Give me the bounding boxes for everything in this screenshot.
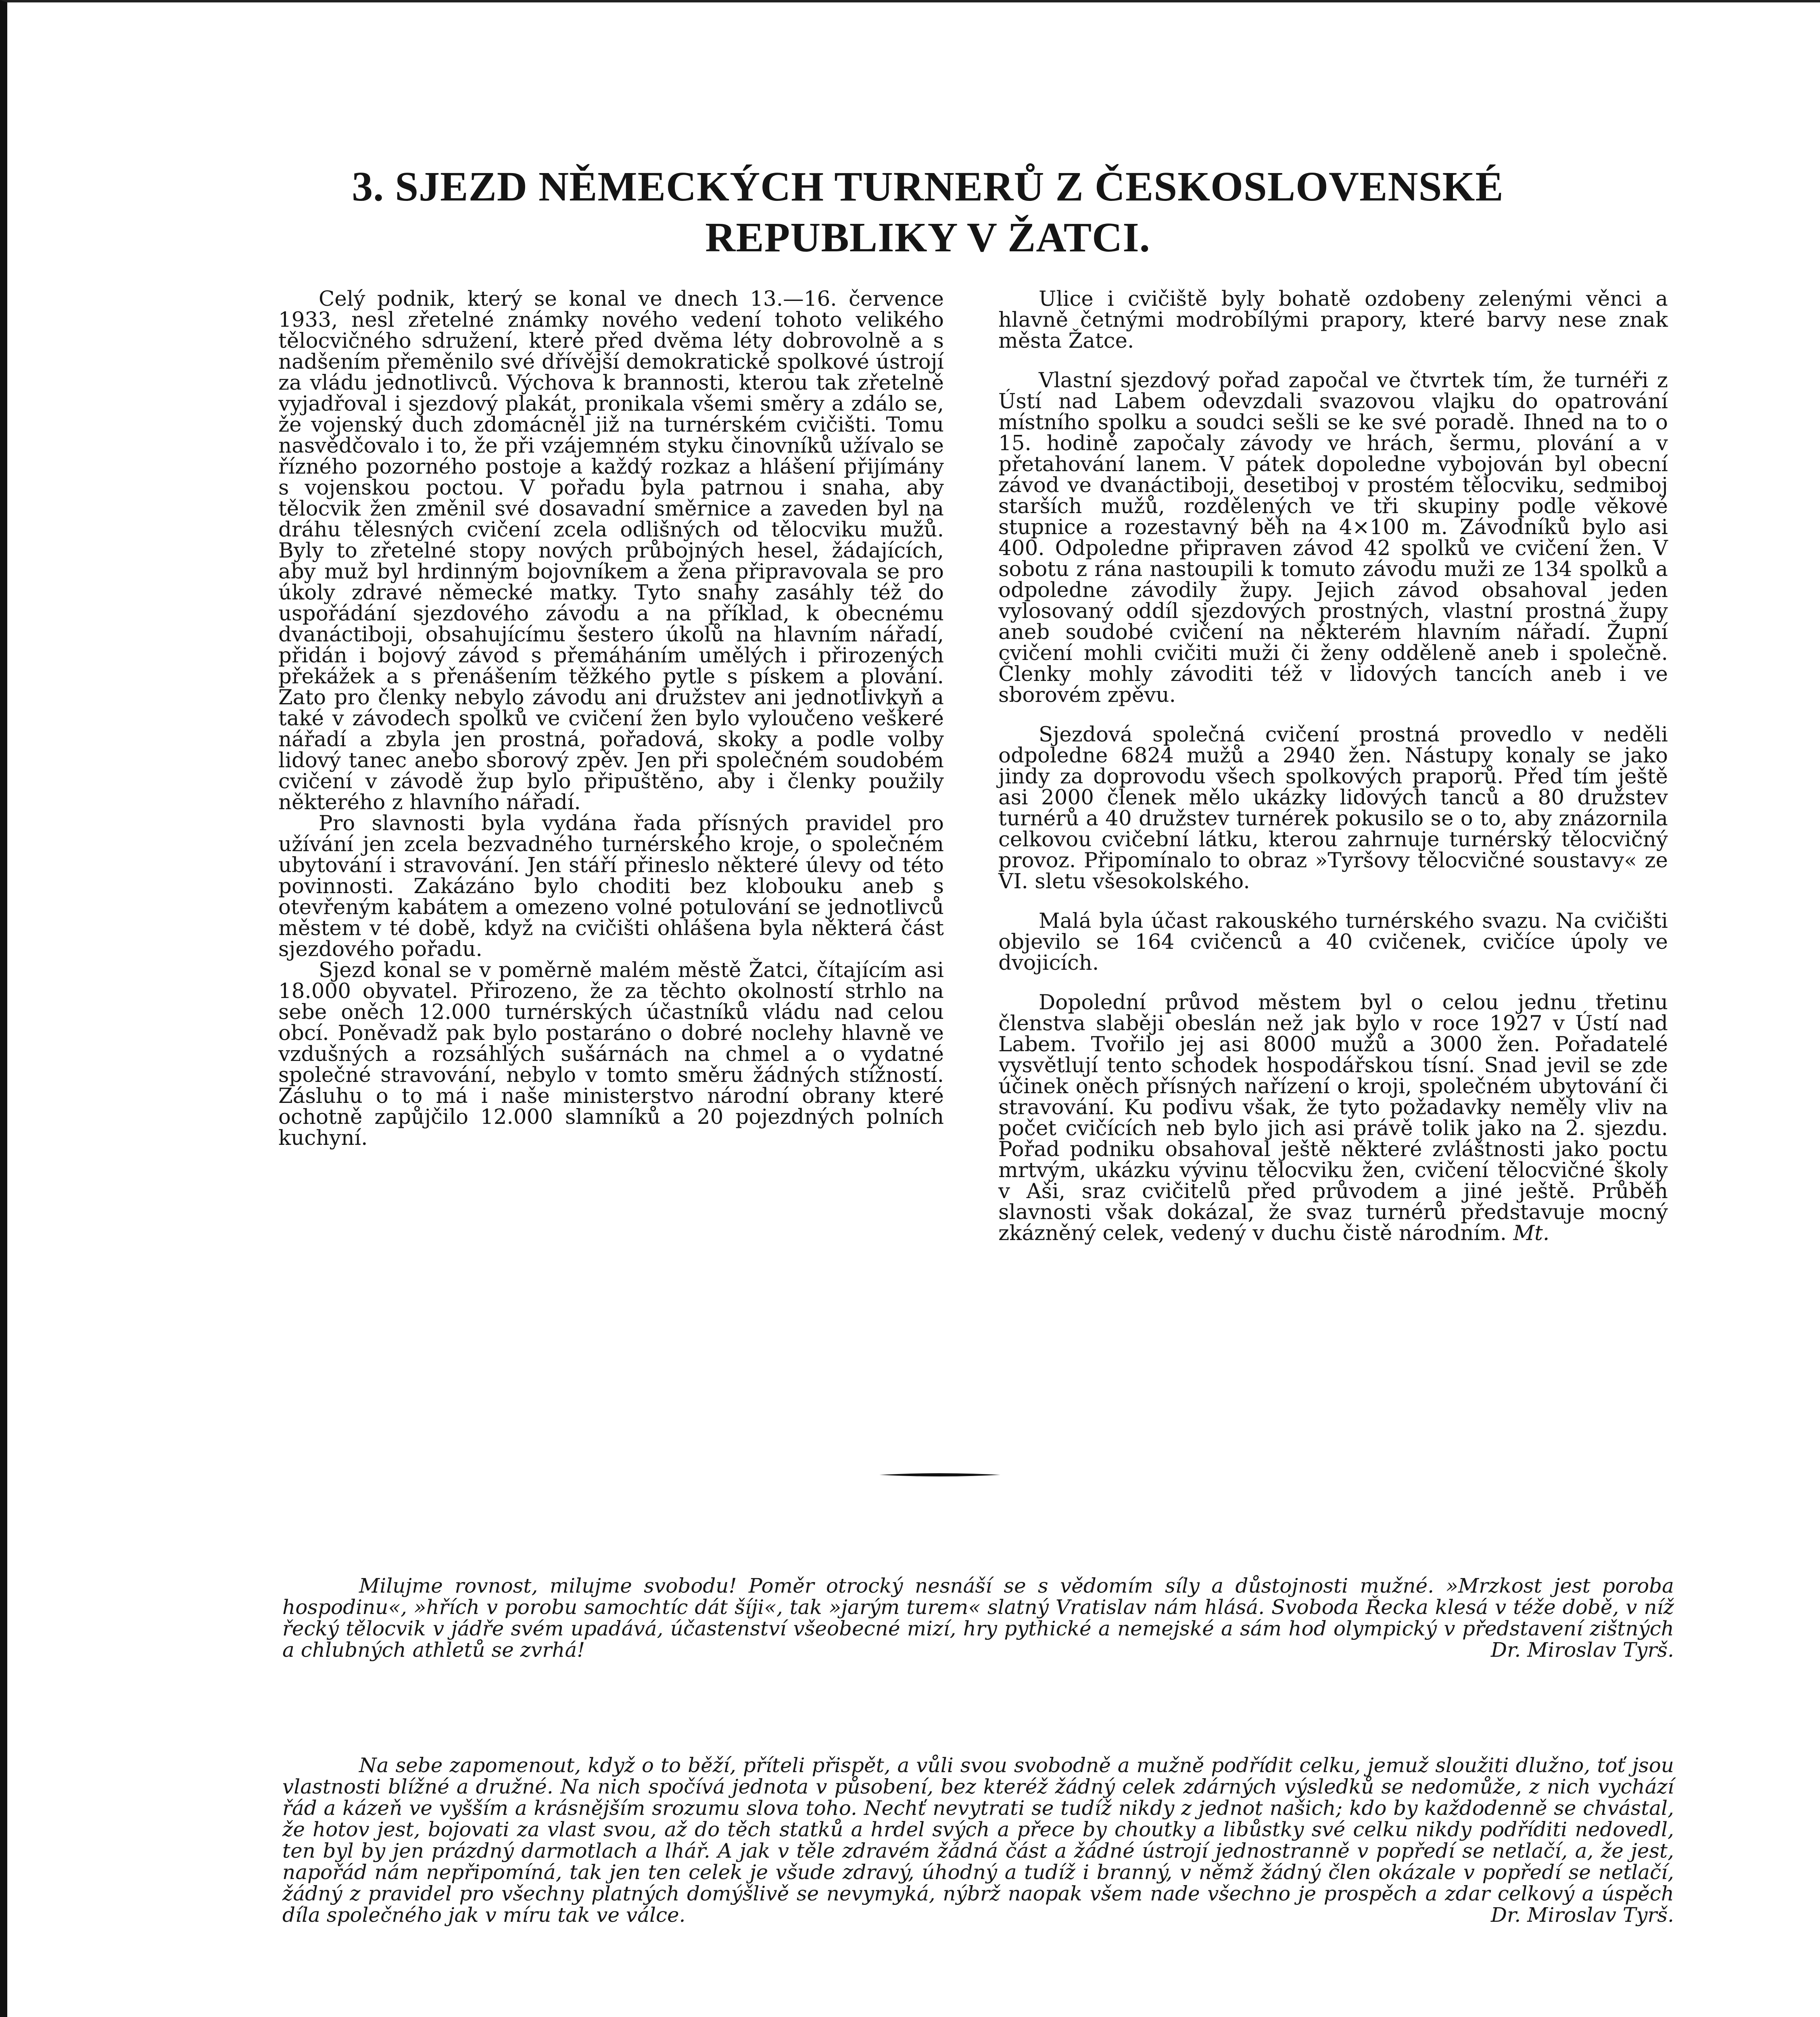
- paragraph: [998, 992, 1668, 1244]
- paragraph: Vlastní sjezdový pořad započal ve čtvrtek tím, že turnéři z Ústí nad Labem odevzdali svazovou vlajku do opatrování místního spolku a soudci sešli se ke své poradě. Ihned na to o 15. hodině započaly závody ve hrách, šermu, plování a v přetahování lanem. V pátek dopoledne vybojován byl obecní závod ve dvanáctiboji, desetiboj v prostém tělocviku, sedmiboj starších mužů, rozdělených ve tři skupiny podle věkové stupnice a rozestavný běh na 4×100 m. Závodníků bylo asi 400. Odpoledne připraven závod 42 spolků ve cvičení žen. V sobotu z rána nastoupili k tomuto závodu muži ze 134 spolků a odpoledne závodily župy. Jejich závod obsahoval jeden vylosovaný oddíl sjezdových prostných, vlastní prostná župy aneb soudobé cvičení na některém hlavním nářadí. Župní cvičení mohli cvičiti muži či ženy odděleně aneb i společně. Členky mohly závoditi též v lidových tancích aneb i ve sborovém zpěvu.: [998, 368, 1668, 707]
- paragraph-text: Dopolední průvod městem byl o celou jednu třetinu členstva slaběji obeslán než jak bylo v roce 1927 v Ústí nad Labem. Tvořilo jej asi 8000 mužů a 3000 žen. Pořadatelé vysvětlují tento schodek hospodářskou tísní. Snad jevil se zde účinek oněch přísných nařízení o kroji, společném ubytování či stravování. Ku podivu však, že tyto požadavky neměly vliv na počet cvičících neb bylo jich asi právě tolik jako na 2. sjezdu. Pořad podniku obsahoval ještě některé zvláštnosti jako poctu mrtvým, ukázku vývinu tělocviku žen, cvičení tělocvičné školy v Aši, sraz cvičitelů před průvodem a jiné ještě. Průběh slavnosti však dokázal, že svaz turnérů představuje mocný zkázněný celek, vedený v duchu čistě národním.: [998, 990, 1668, 1245]
- paragraph: Sjezdová společná cvičení prostná provedlo v neděli odpoledne 6824 mužů a 2940 žen. Nástupy konaly se jako jindy za doprovodu všech spolkových praporů. Před tím ještě asi 2000 členek mělo ukázky lidových tanců a 80 družstev turnérů a 40 družstev turnérek pokusilo se o to, aby znázornila celkovou cvičební látku, kterou zahrnuje turnérský tělocvičný provoz. Připomínalo to obraz »Tyršovy tělocvičné soustavy« ze VI. sletu všesokolského.: [998, 722, 1668, 894]
- paragraph: Ulice i cvičiště byly bohatě ozdobeny zelenými věnci a hlavně četnými modrobílými prapory, které barvy nese znak města Žatce.: [998, 287, 1668, 353]
- quote-author: Dr. Miroslav Tyrš.: [1490, 1638, 1674, 1662]
- article-signature: Mt.: [1513, 1221, 1550, 1245]
- quote-author: Dr. Miroslav Tyrš.: [1490, 1903, 1674, 1927]
- article-title: 3. SJEZD NĚMECKÝCH TURNERŮ Z ČESKOSLOVENSKÉ REPUBLIKY V ŽATCI.: [352, 163, 1504, 261]
- tyrs-quote-2: [282, 1755, 1674, 1926]
- paragraph: Pro slavnosti byla vydána řada přísných pravidel pro užívání jen zcela bezvadného turnérského kroje, o společném ubytování i stravování. Jen stáří přineslo některé úlevy od této povinnosti. Zakázáno bylo choditi bez klobouku aneb s otevřeným kabátem a omezeno volné potulování se jednotlivců městem v té době, když na cvičišti ohlášena byla některá část sjezdového pořadu.: [278, 811, 944, 961]
- paragraph: Malá byla účast rakouského turnérského svazu. Na cvičišti objevilo se 164 cvičenců a 40 cvičenek, cvičíce úpoly ve dvojicích.: [998, 909, 1668, 975]
- article-right-column: [998, 288, 1668, 1244]
- tyrs-quote-1: [282, 1575, 1674, 1661]
- article-left-column: [278, 288, 944, 1148]
- paragraph: Sjezd konal se v poměrně malém městě Žatci, čítajícím asi 18.000 obyvatel. Přirozeno, že za těchto okolností strhlo na sebe oněch 12.000 turnérských účastníků vládu nad celou obcí. Poněvadž pak bylo postaráno o dobré noclehy hlavně ve vzdušných a rozsáhlých sušárnách na chmel a o vydatné společné stravování, nebylo v tomto směru žádných stížností. Zásluhu o to má i naše ministerstvo národní obrany které ochotně zapůjčilo 12.000 slamníků a 20 pojezdných polních kuchyní.: [278, 958, 944, 1150]
- section-divider: [879, 1472, 1000, 1477]
- paragraph: Celý podnik, který se konal ve dnech 13.—16. července 1933, nesl zřetelné známky nového vedení tohoto velikého tělocvičného sdružení, které před dvěma léty dobrovolně a s nadšením přeměnilo své dřívější demokratické spolkové ústrojí za vládu jednotlivců. Výchova k brannosti, kterou tak zřetelně vyjadřoval i sjezdový plakát, pronikala všemi směry a zdálo se, že vojenský duch zdomácněl již na turnérském cvičišti. Tomu nasvědčovalo i to, že při vzájemném styku činovníků užívalo se řízného pozorného postoje a každý rozkaz a hlášení přijímány s vojenskou poctou. V pořadu byla patrnou i snaha, aby tělocvik žen změnil své dosavadní směrnice a zaveden byl na dráhu tělesných cvičení zcela odlišných od tělocviku mužů. Byly to zřetelné stopy nových průbojných hesel, žádajících, aby muž byl hrdinným bojovníkem a žena připravovala se pro úkoly zdravé německé matky. Tyto snahy zasáhly též do uspořádání sjezdového závodu a na příklad, k obecnému dvanáctiboji, obsahujícímu šestero úkolů na hlavním nářadí, přidán i bojový závod s přemáháním umělých i přirozených překážek a s přenášením těžkého pytle s pískem a plování. Zato pro členky nebylo závodu ani družstev ani jednotlivkyň a také v závodech spolků ve cvičení žen bylo vyloučeno veškeré nářadí a zbyla jen prostná, pořadová, skoky a podle volby lidový tanec anebo sborový zpěv. Jen při společném soudobém cvičení v závodě žup bylo připuštěno, aby i členky použily některého z hlavního nářadí.: [278, 287, 944, 814]
- quote-text: Milujme rovnost, milujme svobodu! Poměr otrocký nesnáší se s vědomím síly a důstojnosti mužné. »Mrzkost jest poroba hospodinu«, »hřích v porobu samochtíc dát šíji«, tak »jarým turem« slatný Vratislav nám hlásá. Svoboda Řecka klesá v téže době, v níž řecký tělocvik v jádře svém upadává, účastenství všeobecné mizí, hry pythické a nemejské a sám hod olympický v představení zištných a chlubných athletů se zvrhá!: [282, 1574, 1674, 1662]
- quote-text: Na sebe zapomenout, když o to běží, příteli přispět, a vůli svou svobodně a mužně podřídit celku, jemuž sloužiti dlužno, toť jsou vlastnosti blížné a družné. Na nich spočívá jednota v působení, bez kteréž žádný celek zdárných výsledků se nedomůže, z nich vychází řád a kázeň ve vyšším a krásnějším srozumu slova toho. Nechť nevytrati se tudíž nikdy z jednot našich; kdo by každodenně se chvástal, že hotov jest, bojovati za vlast svou, až do těch statků a hrdel svých a přece by choutky a libůstky své celku nikdy podříditi nedovedl, ten byl by jen prázdný darmotlach a lhář. A jak v těle zdravém žádná část a žádné ústrojí jednostranně v popředí se netlačí, a, že jest, napořád nám nepřipomíná, tak jen ten celek je všude zdravý, úhodný a tudíž i branný, v němž žádný člen okázale v popředí se netlačí, žádný z pravidel pro všechny platných domýšlivě se nevymyká, nýbrž naopak všem nade všechno je prospěch a zdar celkový a úspěch díla společného jak v míru tak ve válce.: [282, 1754, 1674, 1927]
